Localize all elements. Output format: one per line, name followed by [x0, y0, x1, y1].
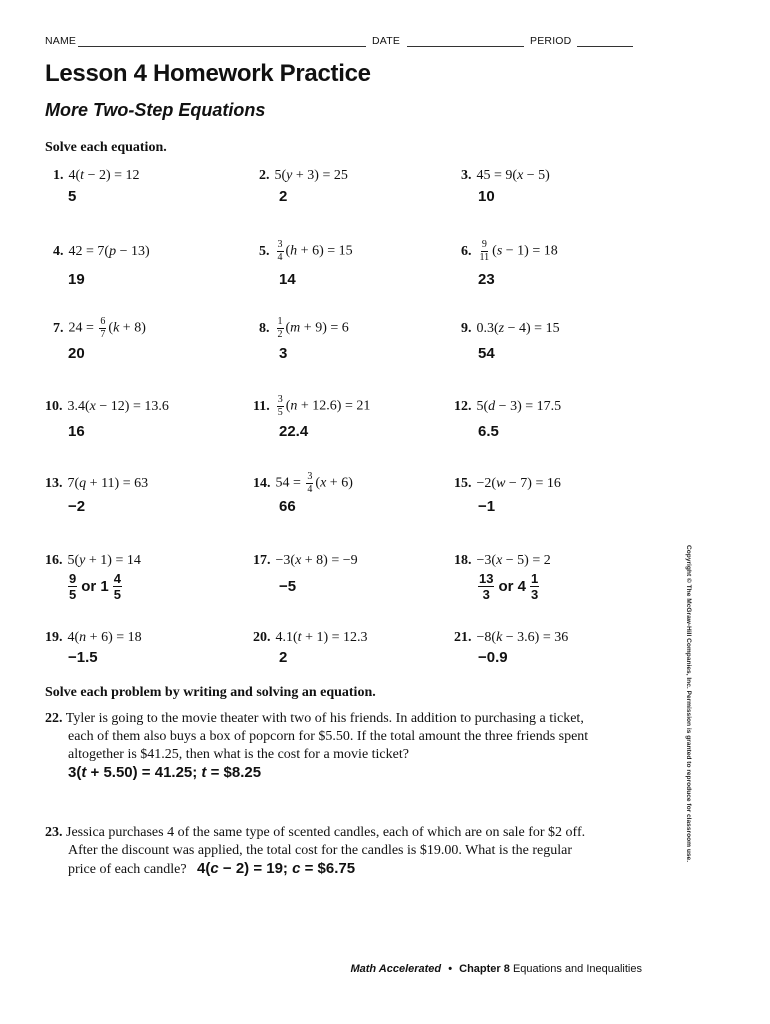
answer-19: −1.5	[68, 649, 98, 666]
problem-text: each of them also buys a box of popcorn for $5.50. If the total amount the three friends spent	[68, 729, 589, 744]
answer-fraction: 4 5	[113, 571, 121, 602]
problem-text: After the discount was applied, the total cost for the candles is $19.00. What is the regular	[68, 843, 572, 858]
page-subtitle: More Two-Step Equations	[45, 100, 266, 120]
equation: 5(d − 3) = 17.5	[476, 399, 562, 414]
problem-number: 22.	[45, 711, 63, 726]
problem-number: 8.	[259, 320, 270, 336]
problem-14	[253, 472, 353, 495]
problem-18	[454, 551, 551, 571]
footer-bullet: •	[448, 963, 453, 975]
equation: 4(n + 6) = 18	[67, 630, 142, 645]
problem-number: 5.	[259, 243, 270, 259]
problem-number: 23.	[45, 825, 63, 840]
answer-fraction: 1 3	[530, 571, 539, 602]
name-field[interactable]	[78, 46, 366, 47]
problem-12	[454, 397, 561, 417]
problem-number: 10.	[45, 399, 63, 414]
problem-number: 12.	[454, 399, 472, 414]
problem-4	[53, 242, 150, 262]
date-field[interactable]	[407, 46, 524, 47]
problem-number: 1.	[53, 168, 64, 183]
equation: $\frac{3}{4}$ (h + 6) = 15	[277, 239, 353, 263]
equation: 7(q + 11) = 63	[67, 476, 149, 491]
problem-8	[259, 317, 349, 340]
equation: 4(t − 2) = 12	[68, 168, 140, 183]
footer-chapter-title: Equations and Inequalities	[512, 963, 642, 975]
answer-2: 2	[279, 188, 288, 205]
problem-text: price of each candle?	[68, 862, 187, 877]
answer-10: 16	[68, 423, 85, 440]
problem-15	[454, 474, 561, 494]
answer-15: −1	[478, 498, 496, 515]
problem-number: 3.	[461, 168, 472, 183]
problem-17	[253, 551, 358, 571]
word-problem-22	[45, 710, 645, 782]
equation: 45 = 9(x − 5)	[476, 168, 550, 183]
problem-20	[253, 628, 368, 648]
answer-8: 3	[279, 345, 288, 362]
equation: $\frac{1}{2}$ (m + 9) = 6	[277, 316, 349, 340]
page-title: Lesson 4 Homework Practice	[45, 60, 371, 87]
answer-3: 10	[478, 188, 495, 205]
word-problem-23	[45, 824, 645, 879]
problem-2	[259, 166, 348, 186]
problem-21	[454, 628, 568, 648]
equation: 54 = $\frac{3}{4}$ (x + 6)	[275, 471, 353, 495]
answer-14: 66	[279, 498, 296, 515]
problem-number: 20.	[253, 630, 271, 645]
problem-number: 11.	[253, 398, 270, 414]
problem-number: 16.	[45, 553, 63, 568]
section-instruction: Solve each equation.	[45, 140, 167, 155]
period-field[interactable]	[577, 46, 633, 47]
name-label: NAME	[45, 35, 77, 47]
answer-20: 2	[279, 649, 288, 666]
answer-13: −2	[68, 498, 86, 515]
period-label: PERIOD	[530, 35, 572, 47]
answer-4: 19	[68, 271, 85, 288]
problem-number: 15.	[454, 476, 472, 491]
problem-16	[45, 551, 141, 571]
section-instruction: Solve each problem by writing and solving an equation.	[45, 685, 376, 700]
equation: 5(y + 3) = 25	[274, 168, 348, 183]
equation: −3(x − 5) = 2	[476, 553, 551, 568]
answer-6: 23	[478, 271, 495, 288]
problem-number: 13.	[45, 476, 63, 491]
equation: −8(k − 3.6) = 36	[476, 630, 569, 645]
date-label: DATE	[372, 35, 401, 47]
problem-text: Jessica purchases 4 of the same type of scented candles, each of which are on sale for $2 off.	[66, 825, 586, 840]
problem-text: altogether is $41.25, then what is the cost for a movie ticket?	[68, 747, 409, 762]
equation: −2(w − 7) = 16	[476, 476, 561, 491]
answer-fraction: 13 3	[479, 571, 494, 602]
problem-9	[461, 319, 560, 339]
problem-number: 21.	[454, 630, 472, 645]
problem-13	[45, 474, 148, 494]
problem-number: 2.	[259, 168, 270, 183]
answer-11: 22.4	[279, 423, 309, 440]
answer-12: 6.5	[478, 423, 499, 440]
problem-6	[461, 240, 558, 263]
problem-7	[53, 317, 146, 340]
answer-18	[476, 572, 541, 601]
problem-number: 14.	[253, 475, 271, 491]
problem-number: 18.	[454, 553, 472, 568]
answer-1: 5	[68, 188, 77, 205]
problem-text: Tyler is going to the movie theater with two of his friends. In addition to purchasing a ticket,	[65, 711, 584, 726]
problem-number: 6.	[461, 243, 472, 259]
answer-or-text: or 4	[498, 578, 526, 595]
answer-22: 3(t + 5.50) = 41.25; t = $8.25	[68, 764, 262, 781]
answer-7: 20	[68, 345, 85, 362]
answer-fraction: 9 5	[69, 571, 77, 602]
problem-number: 4.	[53, 244, 64, 259]
equation: 5(y + 1) = 14	[67, 553, 141, 568]
copyright-notice: Copyright © The McGraw-Hill Companies, Inc. Permission is granted to reproduce for classroom use.	[685, 545, 692, 863]
problem-11	[253, 395, 370, 418]
answer-5: 14	[279, 271, 296, 288]
problem-19	[45, 628, 142, 648]
answer-21: −0.9	[478, 649, 508, 666]
problem-1	[53, 166, 140, 186]
problem-number: 9.	[461, 321, 472, 336]
answer-16	[66, 572, 124, 601]
problem-10	[45, 397, 169, 417]
problem-5	[259, 240, 353, 263]
answer-17: −5	[279, 578, 297, 595]
equation: 4.1(t + 1) = 12.3	[275, 630, 368, 645]
problem-3	[461, 166, 550, 186]
equation: 42 = 7(p − 13)	[68, 244, 150, 259]
problem-number: 17.	[253, 553, 271, 568]
equation: $\frac{3}{5}$ (n + 12.6) = 21	[277, 394, 371, 418]
problem-number: 7.	[53, 320, 64, 336]
answer-23: 4(c − 2) = 19; c = $6.75	[197, 860, 356, 877]
answer-9: 54	[478, 345, 495, 362]
equation: 0.3(z − 4) = 15	[476, 321, 560, 336]
problem-number: 19.	[45, 630, 63, 645]
equation: 24 = $\frac{6}{7}$ (k + 8)	[68, 316, 146, 340]
footer-book-title: Math Accelerated	[350, 963, 442, 975]
equation: $\frac{9}{11}$ (s − 1) = 18	[479, 239, 558, 263]
equation: −3(x + 8) = −9	[275, 553, 358, 568]
page-footer	[350, 963, 642, 975]
footer-chapter: Chapter 8	[459, 963, 510, 975]
answer-or-text: or 1	[81, 578, 109, 595]
equation: 3.4(x − 12) = 13.6	[67, 399, 169, 414]
